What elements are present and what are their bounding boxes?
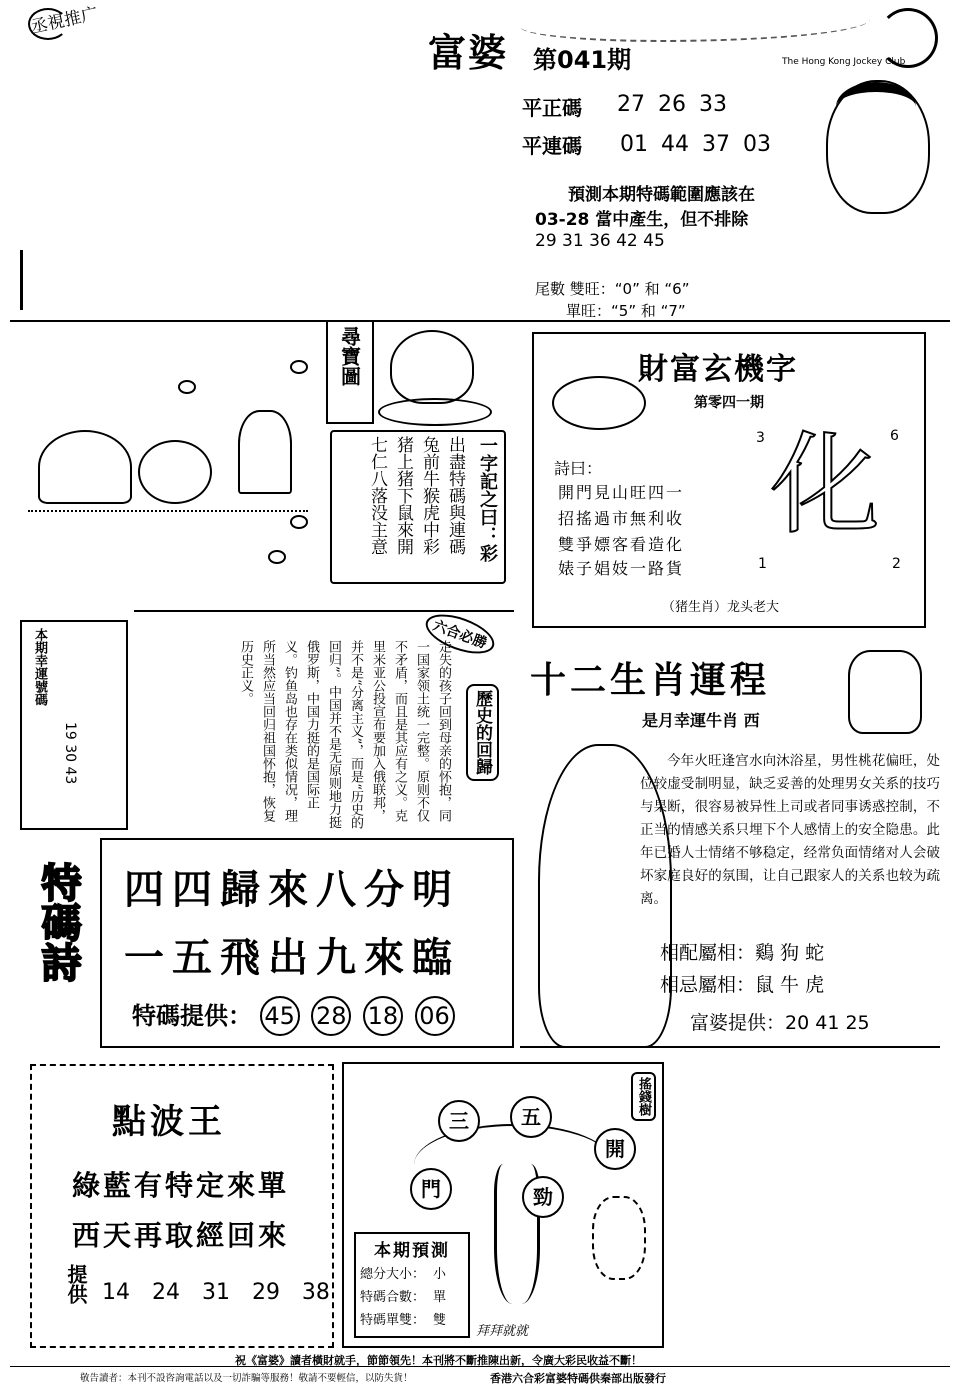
wealth-num-2: 2: [892, 556, 901, 572]
lian-numbers: 01 44 37 03: [620, 132, 771, 157]
special-number-2: 28: [311, 996, 351, 1036]
provide-label: 富婆提供：: [690, 1012, 786, 1034]
bird-icon: [138, 440, 212, 504]
wealth-num-3: 3: [756, 430, 765, 446]
stamp: 丞視推广: [29, 4, 100, 38]
treasure-poem-box: [330, 430, 506, 584]
avoid-label: 相忌屬相：: [660, 974, 756, 996]
stamp-swirl: [28, 8, 68, 40]
wave-line-2: 西天再取經回來: [72, 1219, 290, 1252]
match-label: 相配屬相：: [660, 942, 756, 964]
poem-box: [100, 838, 514, 1048]
treasure-title-box: [326, 320, 374, 424]
prediction-label: 總分大小：: [360, 1267, 426, 1282]
poem-line-2: 一五飛出九來臨: [124, 934, 460, 981]
wealth-poem-1: 開門見山旺四一: [558, 483, 685, 502]
left-edge-mark: [20, 250, 23, 310]
wealth-poem-3: 雙爭嫖客看造化: [558, 535, 685, 554]
wave-line-1: 綠藍有特定來單: [72, 1169, 290, 1202]
special-number-3: 18: [363, 996, 403, 1036]
poem-provide-label: 特碼提供：: [132, 1002, 252, 1030]
footer-warning: 敬告讀者：本刊不設咨詢電話以及一切詐騙等服務！敬請不要輕信，以防失貨！: [80, 1373, 413, 1384]
wealth-num-1: 1: [758, 556, 767, 572]
zodiac-match: [660, 938, 824, 965]
stone-icon: [290, 515, 308, 529]
history-text: 走失的孩子回到母亲的怀抱，同一国家领土统一完整。原则不仅不矛盾，而且是其应有之义。克里米亚公投宣布要加入俄联邦，并不是“分离主义”，而是“历史的回归”。中国并不是无原则地力挺俄罗斯，中国力挺的是国际正义。钓鱼岛也存在类似情况，理所当然应当回归祖国怀抱，恢复历史正义。: [238, 640, 451, 829]
footer-wish: 祝《富婆》讀者橫財就手，節節領先！本刊將不斷推陳出新，令廣大彩民收益不斷！: [235, 1354, 642, 1367]
footer-rule: [10, 1366, 950, 1367]
prediction-box: [354, 1232, 470, 1338]
money-tree-badge: 搖錢樹: [631, 1072, 656, 1121]
history-badge: 六合必勝: [421, 607, 500, 662]
zodiac-fist-icon: [848, 650, 922, 734]
stone-icon: [178, 380, 196, 394]
treasure-poem-4: 七仁八落没主意: [367, 436, 387, 555]
wealth-num-6: 6: [890, 428, 899, 444]
wave-title: 點波王: [112, 1102, 226, 1142]
money-handwriting-icon: [592, 1196, 646, 1280]
zodiac-text: 今年火旺逢宫水向沐浴星，男性桃花偏旺，处位较虚受制明显，缺乏妥善的处理男女关系的技巧与果断，很容易被异性上司或者同事诱惑控制，不正当的情感关系只埋下个人感情上的安全隐患。此年已婚人士情绪不够稳定，经常负面情绪对人会破坏家庭良好的氛围，让自己跟家人的关系也较为疏离。: [640, 753, 940, 907]
special-number-1: 45: [260, 996, 300, 1036]
cupid-icon: [390, 330, 474, 404]
wealth-title: 財富玄機字: [638, 352, 798, 387]
header-divider: [10, 320, 950, 322]
zodiac-provide: [690, 1008, 870, 1035]
lucky-box: [20, 620, 128, 830]
zheng-label: 平正碼: [522, 96, 582, 120]
prediction-table: [356, 1261, 450, 1330]
predict-line-2: 03-28 當中產生，但不排除: [535, 210, 749, 230]
treasure-poem-2: 兔前牛猴虎中彩: [419, 436, 439, 555]
poem-provide: [132, 996, 459, 1036]
stone-icon: [290, 360, 308, 374]
table-row: [356, 1307, 450, 1330]
wave-provide-label: 提供: [64, 1264, 88, 1304]
provide-value: 20 41 25: [785, 1012, 870, 1034]
prediction-value: 雙: [433, 1313, 447, 1328]
header-swirl-decoration: [520, 4, 870, 42]
treasure-map-sketch: [28, 340, 318, 570]
tail-line-2: 單旺：“5” 和 “7”: [566, 302, 686, 320]
table-row: [356, 1284, 450, 1307]
match-value: 鷄 狗 蛇: [755, 942, 825, 964]
zheng-numbers: 27 26 33: [617, 92, 727, 117]
prediction-title: 本期預測: [374, 1241, 450, 1261]
footer-publisher: 香港六合彩富婆特碼供秦部出版發行: [490, 1372, 666, 1385]
zodiac-avoid: [660, 970, 824, 997]
hkjc-text: The Hong Kong Jockey Club: [782, 57, 906, 67]
wealth-poem-4: 婊子娼妓一路貨: [558, 559, 685, 578]
tree-sketch-icon: [238, 410, 292, 494]
zodiac-subtitle: 是月幸運牛肖 西: [642, 711, 760, 730]
tree-bottom-text: 拜拜就就: [476, 1324, 529, 1339]
poem-line-1: 四四歸來八分明: [124, 866, 460, 913]
hill-icon: [38, 430, 132, 504]
wealth-poem-2: 招搖過市無利收: [558, 509, 685, 528]
tree-node-wu: 五: [510, 1096, 552, 1138]
prediction-label: 特碼單雙：: [360, 1313, 426, 1328]
history-title: 歷史的回歸: [466, 684, 499, 781]
wave-box: [30, 1064, 334, 1348]
girl-hair: [836, 82, 916, 132]
predict-line-1: 預測本期特碼範圍應該在: [568, 185, 755, 205]
predict-line-3: 29 31 36 42 45: [535, 231, 665, 251]
tree-node-jin: 勁: [522, 1176, 564, 1218]
lucky-numbers: 19 30 43: [62, 722, 78, 785]
prediction-label: 特碼合數：: [360, 1290, 426, 1305]
cloud-icon: [378, 398, 492, 426]
zi-title: 一字記之曰：彩: [477, 436, 498, 562]
issue-number: 第041期: [533, 46, 632, 74]
coins-icon: [552, 376, 646, 430]
avoid-value: 鼠 牛 虎: [755, 974, 825, 996]
wealth-char: 化: [770, 421, 880, 549]
lucky-label: 本期幸運號碼: [32, 628, 47, 706]
lian-label: 平連碼: [522, 134, 582, 158]
ground-line: [28, 510, 308, 512]
wealth-poem-label: 詩曰：: [554, 459, 603, 478]
wealth-box: [532, 332, 926, 628]
wealth-issue: 第零四一期: [694, 395, 764, 411]
special-number-4: 06: [415, 996, 455, 1036]
treasure-title: 尋寶圖: [337, 326, 362, 386]
prediction-value: 單: [433, 1290, 447, 1305]
tail-line-1: 尾數 雙旺：“0” 和 “6”: [535, 280, 690, 298]
table-row: [356, 1261, 450, 1284]
treasure-poem-3: 猪上猪下鼠來開: [393, 436, 413, 555]
wave-numbers: 14 24 31 29 38: [102, 1280, 330, 1305]
zodiac-divider: [520, 1046, 940, 1048]
history-panel: [134, 610, 514, 838]
page-title: 富婆: [428, 30, 509, 75]
poem-side-title: 特碼詩: [35, 862, 82, 982]
tree-node-men: 門: [410, 1168, 452, 1210]
tree-node-kai: 開: [594, 1128, 636, 1170]
wealth-footer: （猪生肖）龙头老大: [662, 600, 780, 615]
tree-node-san: 三: [438, 1100, 480, 1142]
treasure-poem-1: 出盡特碼與連碼: [445, 436, 465, 555]
zodiac-title: 十二生肖運程: [530, 659, 771, 701]
prediction-value: 小: [433, 1267, 447, 1282]
stone-icon: [268, 550, 286, 564]
